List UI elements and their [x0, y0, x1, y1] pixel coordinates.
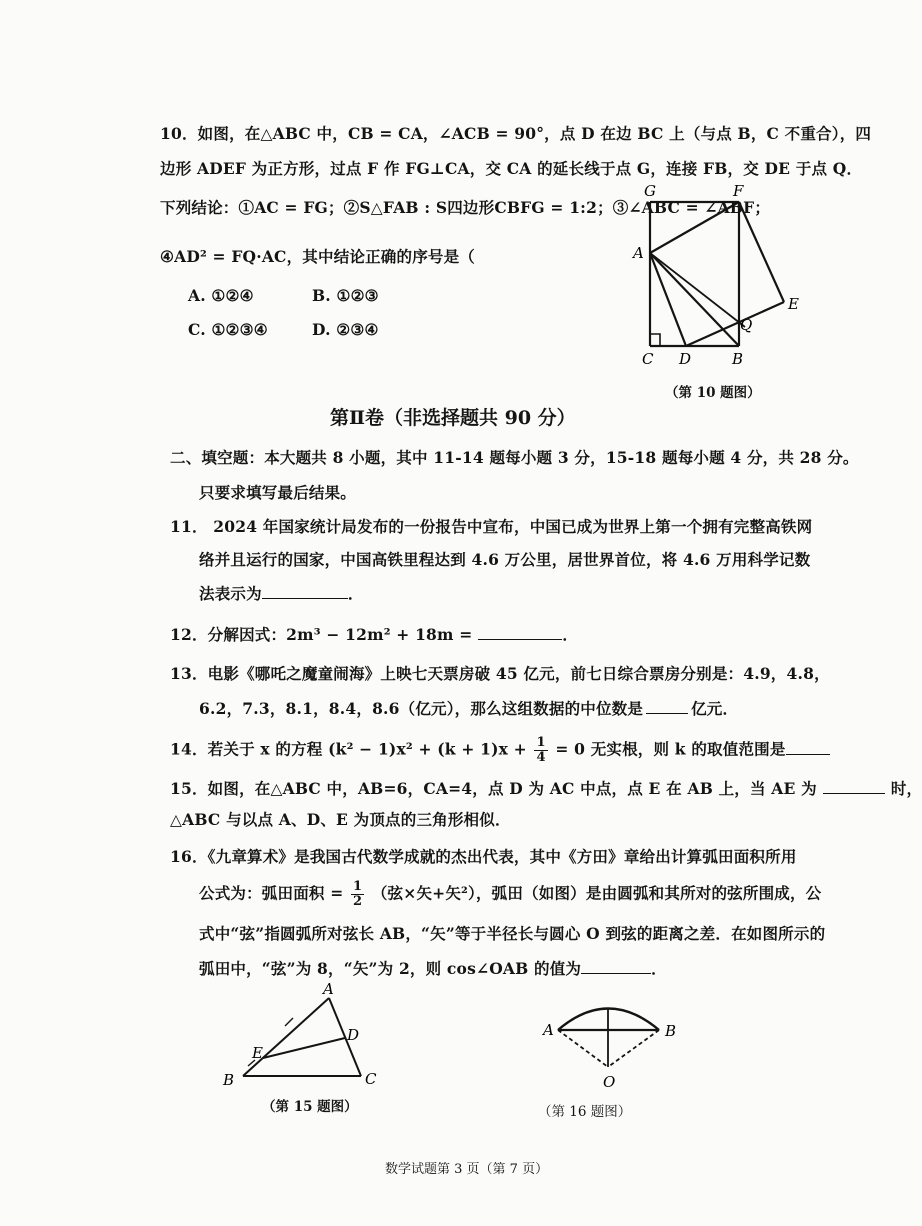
q15-line-1 [170, 777, 922, 799]
q16-line-3: 式中“弦”指圆弧所对弦长 AB，“矢”等于半径长与圆心 O 到弦的距离之差．在如图所示的 [199, 924, 826, 943]
q14-text-pre: 14．若关于 x 的方程 (k² − 1)x² + (k + 1)x + [170, 739, 527, 759]
q16-line-2-text: 公式为：弧田面积 = [199, 883, 344, 903]
q14-fraction-numerator: 1 [536, 735, 546, 750]
q16-line-1: 16．《九章算术》是我国古代数学成就的杰出代表，其中《方田》章给出计算弧田面积所用 [170, 847, 797, 866]
q10-label-a: A [633, 244, 644, 262]
q16-line-2 [199, 880, 821, 909]
q15-line-1-end: 时， [890, 779, 922, 798]
q16-label-b: B [665, 1022, 677, 1040]
q13-answer-blank[interactable] [646, 699, 688, 714]
q11-line-3-end: ． [347, 584, 364, 603]
q10-option-a: A. ①②④ [188, 286, 254, 305]
q10-option-c: C. ①②③④ [188, 320, 268, 339]
q16-fraction [351, 880, 364, 909]
q10-line-4: ④AD² = FQ·AC，其中结论正确的序号是（ [160, 247, 475, 266]
q14-text-post: = 0 无实根，则 k 的取值范围是 [555, 739, 786, 759]
q14-answer-blank[interactable] [786, 740, 830, 755]
q13-line-2-end: 亿元． [691, 699, 739, 718]
q12-answer-blank[interactable] [478, 625, 562, 640]
q15-answer-blank[interactable] [823, 779, 885, 794]
q10-label-b: B [732, 350, 744, 368]
q16-fraction-denominator: 2 [353, 894, 363, 909]
q15-line-2: △ABC 与以点 A、D、E 为顶点的三角形相似． [170, 810, 511, 829]
q10-option-d: D. ②③④ [312, 320, 379, 339]
q15-figure-caption: （第 15 题图） [262, 1099, 358, 1115]
page-footer: 数学试题第 3 页（第 7 页） [385, 1162, 549, 1177]
q12-end: ． [562, 625, 579, 644]
q15-label-d: D [347, 1026, 360, 1044]
q12-line [170, 623, 578, 645]
q12-text: 12．分解因式：2m³ − 12m² + 18m = [170, 625, 473, 644]
q15-label-c: C [365, 1070, 377, 1088]
q11-line-2: 络并且运行的国家，中国高铁里程达到 4.6 万公里，居世界首位，将 4.6 万用科学记数 [199, 550, 811, 569]
q10-figure [620, 180, 820, 370]
q10-label-f: F [733, 182, 744, 200]
q11-line-3 [199, 582, 364, 604]
q16-label-a: A [543, 1021, 554, 1039]
q10-label-g: G [644, 182, 656, 200]
q11-line-3-text: 法表示为 [199, 584, 262, 603]
q10-option-b: B. ①②③ [312, 286, 379, 305]
q10-line-2: 边形 ADEF 为正方形，过点 F 作 FG⊥CA，交 CA 的延长线于点 G，连接 FB，交 DE 于点 Q． [160, 159, 863, 178]
q13-line-2 [199, 697, 738, 719]
q14-fraction [534, 736, 547, 765]
q16-line-4-text: 弧田中，“弦”为 8，“矢”为 2，则 cos∠OAB 的值为 [199, 959, 582, 978]
q10-label-d: D [679, 350, 692, 368]
q15-label-e: E [252, 1044, 263, 1062]
q15-figure [215, 980, 395, 1090]
part2-intro-line-2: 只要求填写最后结果。 [199, 483, 357, 502]
q16-line-2-rest: （弦×矢+矢²），弧田（如图）是由圆弧和其所对的弦所围成，公 [371, 883, 822, 903]
q10-line-1: 10．如图，在△ABC 中，CB = CA，∠ACB = 90°，点 D 在边 BC 上（与点 B，C 不重合），四 [160, 124, 872, 143]
q16-figure-caption: （第 16 题图） [538, 1104, 632, 1120]
q16-answer-blank[interactable] [581, 959, 651, 974]
q11-answer-blank[interactable] [262, 584, 348, 599]
q10-label-q: Q [740, 316, 753, 334]
q16-line-4-end: ． [651, 959, 667, 978]
q16-figure [535, 995, 695, 1095]
q14-line [170, 736, 830, 765]
q10-label-c: C [642, 350, 654, 368]
q16-label-o: O [603, 1073, 616, 1091]
q10-figure-caption: （第 10 题图） [665, 385, 761, 401]
q14-fraction-denominator: 4 [536, 750, 546, 765]
q10-label-e: E [788, 295, 799, 313]
q16-fraction-numerator: 1 [353, 879, 363, 894]
q13-line-2-text: 6.2，7.3，8.1，8.4，8.6（亿元），那么这组数据的中位数是 [199, 699, 644, 718]
q15-line-1-text: 15．如图，在△ABC 中，AB=6，CA=4，点 D 为 AC 中点，点 E 在 AB 上，当 AE 为 [170, 779, 817, 798]
q10-line-3: 下列结论：①AC = FG；②S△FAB : S四边形CBFG = 1:2；③∠ABC = ∠ABF； [160, 198, 771, 217]
q11-line-1: 11． 2024 年国家统计局发布的一份报告中宣布，中国已成为世界上第一个拥有完整高铁网 [170, 517, 813, 536]
part2-intro-line-1: 二、填空题：本大题共 8 小题，其中 11-14 题每小题 3 分，15-18 题每小题 4 分，共 28 分。 [170, 448, 859, 467]
q15-label-a: A [323, 980, 334, 998]
q16-line-4 [199, 957, 667, 979]
q15-label-b: B [223, 1071, 235, 1089]
q13-line-1: 13．电影《哪吒之魔童闹海》上映七天票房破 45 亿元，前七日综合票房分别是：4.9，4.8， [170, 664, 830, 683]
part2-title: 第Ⅱ卷（非选择题共 90 分） [330, 407, 576, 429]
